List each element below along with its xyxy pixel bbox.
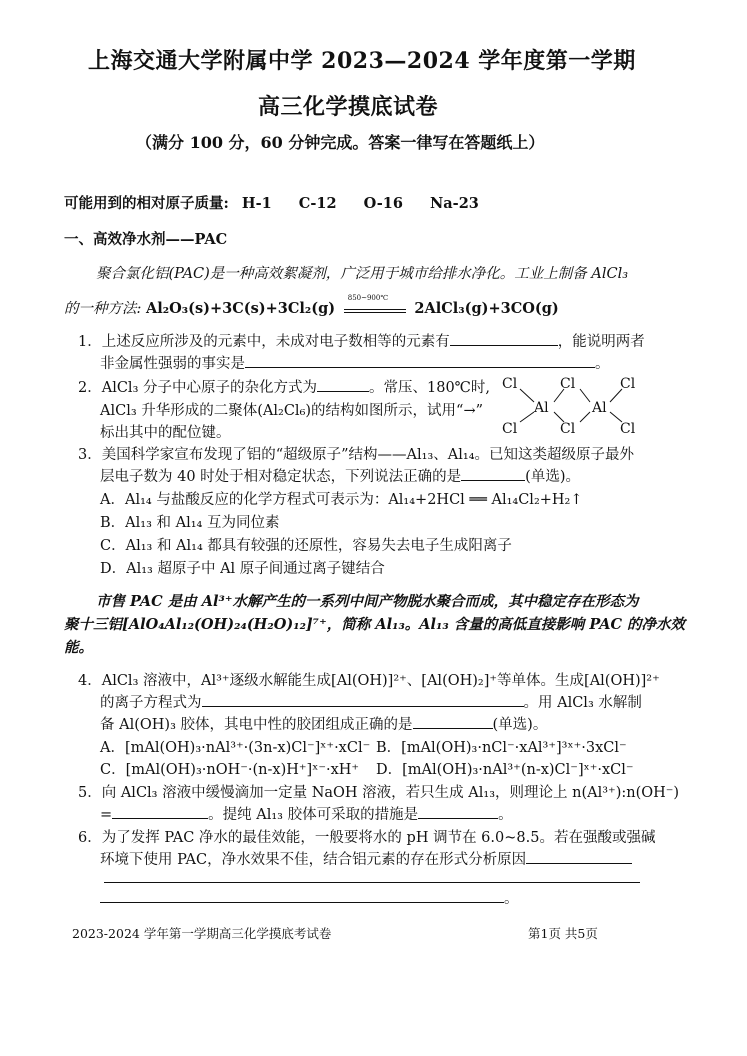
q4-option-c[interactable]: C．[mAl(OH)₃·nOH⁻·(n-x)H⁺]ˣ⁻·xH⁺ <box>100 762 360 778</box>
q6-text: 环境下使用 PAC，净水效果不佳，结合铝元素的存在形式分析原因 <box>100 852 527 868</box>
q4-option-a[interactable]: A．[mAl(OH)₃·nAl³⁺·(3n-x)Cl⁻]ˣ⁺·xCl⁻ <box>100 740 371 756</box>
q6-line2 <box>100 848 632 869</box>
exam-title-line1: 上海交通大学附属中学 2023—2024 学年度第一学期 <box>88 48 636 74</box>
q3-blank-answer[interactable] <box>461 466 525 481</box>
q2-text-b: 。常压、180℃时, <box>369 380 491 396</box>
atomic-mass-o: O-16 <box>363 195 403 212</box>
intro-line2 <box>64 294 559 318</box>
q1-text-b: ，能说明两者 <box>557 334 645 350</box>
q3-line2 <box>100 465 580 486</box>
q4-blank-answer[interactable] <box>413 714 493 729</box>
q4-blank-equation[interactable] <box>202 692 524 707</box>
q1-text-c: 非金属性强弱的事实是 <box>100 356 245 372</box>
equation-right: 2AlCl₃(g)+3CO(g) <box>414 300 559 317</box>
q5-blank-method[interactable] <box>418 804 498 819</box>
q1-text-a: 1．上述反应所涉及的元素中，未成对电子数相等的元素有 <box>78 334 450 350</box>
footer-page-number: 第1页 共5页 <box>528 926 598 941</box>
atomic-mass-na: Na-23 <box>430 195 479 212</box>
exam-title-line2: 高三化学摸底试卷 <box>258 94 439 120</box>
dimer-cl-terminal-4: Cl <box>620 421 636 437</box>
q1-line1 <box>78 330 645 351</box>
equation-left: Al₂O₃(s)+3C(s)+3Cl₂(g) <box>146 300 336 317</box>
q1-blank-elements[interactable] <box>450 331 558 346</box>
q2-line1 <box>78 376 490 397</box>
q3-option-a[interactable]: A．Al₁₄ 与盐酸反应的化学方程式可表示为：Al₁₄+2HCl ══ Al₁₄Cl₂+H₂↑ <box>100 492 583 508</box>
footer-exam-name: 2023-2024 学年第一学期高三化学摸底考试卷 <box>72 926 332 941</box>
q3-text-b: (单选)。 <box>525 469 580 485</box>
q4-line2 <box>100 691 642 712</box>
q6-answer-line-2[interactable] <box>104 882 640 883</box>
reaction-condition: 850~900℃ <box>347 294 389 302</box>
q6-answer-line-3[interactable] <box>100 888 504 903</box>
q5-text-b: 。提纯 Al₁₃ 胶体可采取的措施是 <box>208 807 419 823</box>
q6-line4 <box>100 887 519 908</box>
q3-line1: 3．美国科学家宣布发现了铝的“超级原子”结构——Al₁₃、Al₁₄。已知这类超级原子最外 <box>78 447 635 463</box>
dimer-cl-terminal-2: Cl <box>502 421 518 437</box>
passage-line1: 市售 PAC 是由 Al³⁺水解产生的一系列中间产物脱水聚合而成，其中稳定存在形态为 <box>96 593 639 610</box>
dimer-cl-terminal-3: Cl <box>620 376 636 392</box>
q4-line1: 4．AlCl₃ 溶液中，Al³⁺逐级水解能生成[Al(OH)]²⁺、[Al(OH)₂]⁺等单体。生成[Al(OH)]²⁺ <box>78 673 660 689</box>
dimer-cl-terminal-1: Cl <box>502 376 518 392</box>
atomic-mass-label: 可能用到的相对原子质量: <box>64 195 229 212</box>
q5-blank-ratio[interactable] <box>112 804 208 819</box>
q3-text-a: 层电子数为 40 时处于相对稳定状态，下列说法正确的是 <box>100 469 462 485</box>
reaction-arrow <box>344 294 406 316</box>
q5-line1: 5．向 AlCl₃ 溶液中缓慢滴加一定量 NaOH 溶液，若只生成 Al₁₃，则理论上 n(Al³⁺):n(OH⁻) <box>78 785 680 801</box>
q5-text-c: 。 <box>498 807 513 823</box>
intro-line2-prefix: 的一种方法: <box>64 301 142 317</box>
q4-option-d[interactable]: D．[mAl(OH)₃·nAl³⁺(n-x)Cl⁻]ˣ⁺·xCl⁻ <box>376 762 634 778</box>
q3-option-b[interactable]: B．Al₁₃ 和 Al₁₄ 互为同位素 <box>100 515 280 531</box>
dimer-al-2: Al <box>592 400 607 416</box>
q2-text-a: 2．AlCl₃ 分子中心原子的杂化方式为 <box>78 380 317 396</box>
q4-line3 <box>100 713 547 734</box>
section-heading: 一、高效净水剂——PAC <box>64 231 228 248</box>
q5-text-a: = <box>100 807 113 823</box>
atomic-mass-h: H-1 <box>241 195 272 212</box>
q2-blank-hybrid[interactable] <box>317 377 369 392</box>
q3-option-d[interactable]: D．Al₁₃ 超原子中 Al 原子间通过离子键结合 <box>100 561 385 577</box>
q4-option-b[interactable]: B．[mAl(OH)₃·nCl⁻·xAl³⁺]³ˣ⁺·3xCl⁻ <box>376 740 627 756</box>
q4-text-b: 。用 AlCl₃ 水解制 <box>523 695 642 711</box>
q4-text-d: (单选)。 <box>492 717 548 733</box>
q6-blank-1[interactable] <box>526 849 632 864</box>
passage-line2: 聚十三铝[AlO₄Al₁₂(OH)₂₄(H₂O)₁₂]⁷⁺，简称 Al₁₃。Al₁₃ 含量的高低直接影响 PAC 的净水效 <box>64 616 686 633</box>
intro-line1: 聚合氯化铝(PAC)是一种高效絮凝剂，广泛用于城市给排水净化。工业上制备 AlCl₃ <box>96 266 629 282</box>
exam-subtitle: （满分 100 分，60 分钟完成。答案一律写在答题纸上） <box>136 133 545 152</box>
atomic-mass-row <box>64 192 479 213</box>
passage-line3: 能。 <box>64 639 93 656</box>
q3-option-c[interactable]: C．Al₁₃ 和 Al₁₄ 都具有较强的还原性，容易失去电子生成阳离子 <box>100 538 512 554</box>
q5-line2 <box>100 803 513 824</box>
q4-text-a: 的离子方程式为 <box>100 695 202 711</box>
dimer-cl-bridge-1: Cl <box>560 376 576 392</box>
q4-text-c: 备 Al(OH)₃ 胶体，其电中性的胶团组成正确的是 <box>100 717 413 733</box>
dimer-cl-bridge-2: Cl <box>560 421 576 437</box>
q1-text-d: 。 <box>595 356 610 372</box>
q6-end: 。 <box>504 891 519 907</box>
al2cl6-structure-diagram[interactable] <box>498 370 658 438</box>
q1-blank-fact[interactable] <box>245 353 595 368</box>
q2-line2: AlCl₃ 升华形成的二聚体(Al₂Cl₆)的结构如图所示，试用“→” <box>100 403 484 419</box>
q2-line3: 标出其中的配位键。 <box>100 425 231 441</box>
atomic-mass-c: C-12 <box>298 195 337 212</box>
dimer-al-1: Al <box>534 400 549 416</box>
q6-line1: 6．为了发挥 PAC 净水的最佳效能，一般要将水的 pH 调节在 6.0~8.5。若在强酸或强碱 <box>78 830 656 846</box>
